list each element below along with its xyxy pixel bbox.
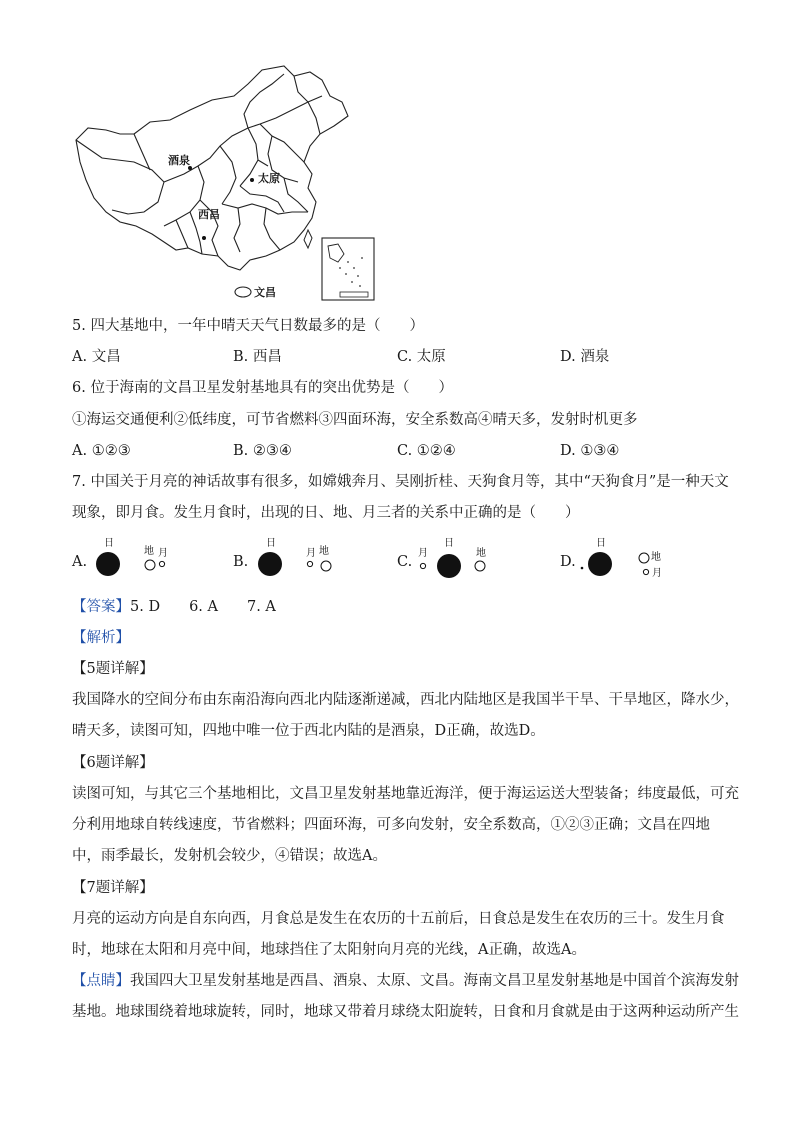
question-5-stem: 5. 四大基地中，一年中晴天天气日数最多的是（ ） [72, 318, 424, 334]
question-6-option-c: C. ①②④ [397, 443, 456, 459]
earth-label: 地 [476, 548, 486, 559]
question-7-diagram-c [414, 536, 504, 586]
answer-tag: 【答案】 [72, 599, 130, 615]
china-map-graphic [72, 62, 384, 310]
tips-line-1 [72, 971, 739, 991]
question-5-option-a: A. 文昌 [72, 349, 121, 365]
sun-label: 日 [266, 538, 276, 549]
detail-5-line: 我国降水的空间分布由东南沿海向西北内陆逐渐递减，西北内陆地区是我国半干旱、干旱地区，降水少， [72, 692, 739, 708]
moon-label: 月 [418, 548, 428, 559]
detail-6-line: 分利用地球自转线速度，节省燃料；四面环海，可多向发射，安全系数高，①②③正确；文昌在四地 [72, 817, 710, 833]
earth-disc [639, 553, 649, 563]
analysis-tag: 【解析】 [72, 630, 130, 646]
moon-disc [307, 561, 312, 566]
earth-disc [475, 561, 485, 571]
sun-disc [96, 552, 120, 576]
map-label-xichang: 西昌 [198, 208, 220, 221]
question-7-option-c-label: C. [397, 554, 413, 570]
detail-6-line: 读图可知，与其它三个基地相比，文昌卫星发射基地靠近海洋，便于海运运送大型装备；纬度最低，可充 [72, 786, 739, 802]
map-label-taiyuan: 太原 [258, 172, 280, 185]
question-5-option-d: D. 酒泉 [560, 349, 610, 365]
question-7-diagram-d [576, 536, 676, 586]
detail-6-line: 中，雨季最长，发射机会较少，④错误；故选A。 [72, 848, 387, 864]
question-7-option-b-label: B. [233, 554, 249, 570]
earth-label: 地 [319, 546, 329, 557]
detail-7-line: 时，地球在太阳和月亮中间，地球挡住了太阳射向月亮的光线，A正确，故选A。 [72, 942, 586, 958]
moon-disc [420, 563, 425, 568]
detail-7-heading: 【7题详解】 [72, 880, 154, 896]
earth-label: 地 [651, 552, 661, 563]
earth-disc [145, 560, 155, 570]
earth-label: 地 [144, 546, 154, 557]
question-6-option-d: D. ①③④ [560, 443, 620, 459]
moon-label: 月 [306, 548, 316, 559]
sun-disc [258, 552, 282, 576]
sun-label: 日 [444, 538, 454, 549]
question-7-diagram-a [92, 536, 182, 586]
dot-mark [581, 567, 584, 570]
sun-disc [437, 554, 461, 578]
question-6-stem: 6. 位于海南的文昌卫星发射基地具有的突出优势是（ ） [72, 380, 453, 396]
moon-disc [159, 561, 164, 566]
tips-line-2: 基地。地球围绕着地球旋转，同时，地球又带着月球绕太阳旋转，日食和月食就是由于这两种运动所产生 [72, 1004, 739, 1020]
tips-tag: 【点睛】 [72, 973, 130, 989]
detail-6-heading: 【6题详解】 [72, 755, 154, 771]
china-map [72, 62, 384, 310]
question-5-option-c: C. 太原 [397, 349, 446, 365]
question-7-option-a-label: A. [72, 554, 88, 570]
answer-text: 5. D 6. A 7. A [130, 599, 276, 615]
map-label-jiuquan: 酒泉 [168, 154, 190, 167]
question-6-option-b: B. ②③④ [233, 443, 292, 459]
earth-disc [321, 561, 331, 571]
tips-text: 我国四大卫星发射基地是西昌、酒泉、太原、文昌。海南文昌卫星发射基地是中国首个滨海发射 [130, 973, 739, 989]
answer-line [72, 597, 276, 617]
question-6-items: ①海运交通便利②低纬度，可节省燃料③四面环海，安全系数高④晴天多，发射时机更多 [72, 412, 638, 428]
detail-5-heading: 【5题详解】 [72, 661, 154, 677]
moon-label: 月 [652, 568, 662, 579]
question-6-option-a: A. ①②③ [72, 443, 131, 459]
map-label-wenchang: 文昌 [254, 286, 276, 299]
sun-label: 日 [596, 538, 606, 549]
question-5-option-b: B. 西昌 [233, 349, 282, 365]
detail-7-line: 月亮的运动方向是自东向西，月食总是发生在农历的十五前后，日食总是发生在农历的三十。发生月食 [72, 911, 725, 927]
question-7-stem-line1: 7. 中国关于月亮的神话故事有很多，如嫦娥奔月、吴刚折桂、天狗食月等，其中“天狗食月”是一种天文 [72, 474, 729, 490]
moon-disc [643, 569, 648, 574]
sun-disc [588, 552, 612, 576]
moon-label: 月 [158, 548, 168, 559]
detail-5-line: 晴天多，读图可知，四地中唯一位于西北内陆的是酒泉，D正确，故选D。 [72, 723, 545, 739]
question-7-option-d-label: D. [560, 554, 576, 570]
sun-label: 日 [104, 538, 114, 549]
question-7-stem-line2: 现象，即月食。发生月食时，出现的日、地、月三者的关系中正确的是（ ） [72, 505, 580, 521]
question-7-diagram-b [256, 536, 346, 586]
